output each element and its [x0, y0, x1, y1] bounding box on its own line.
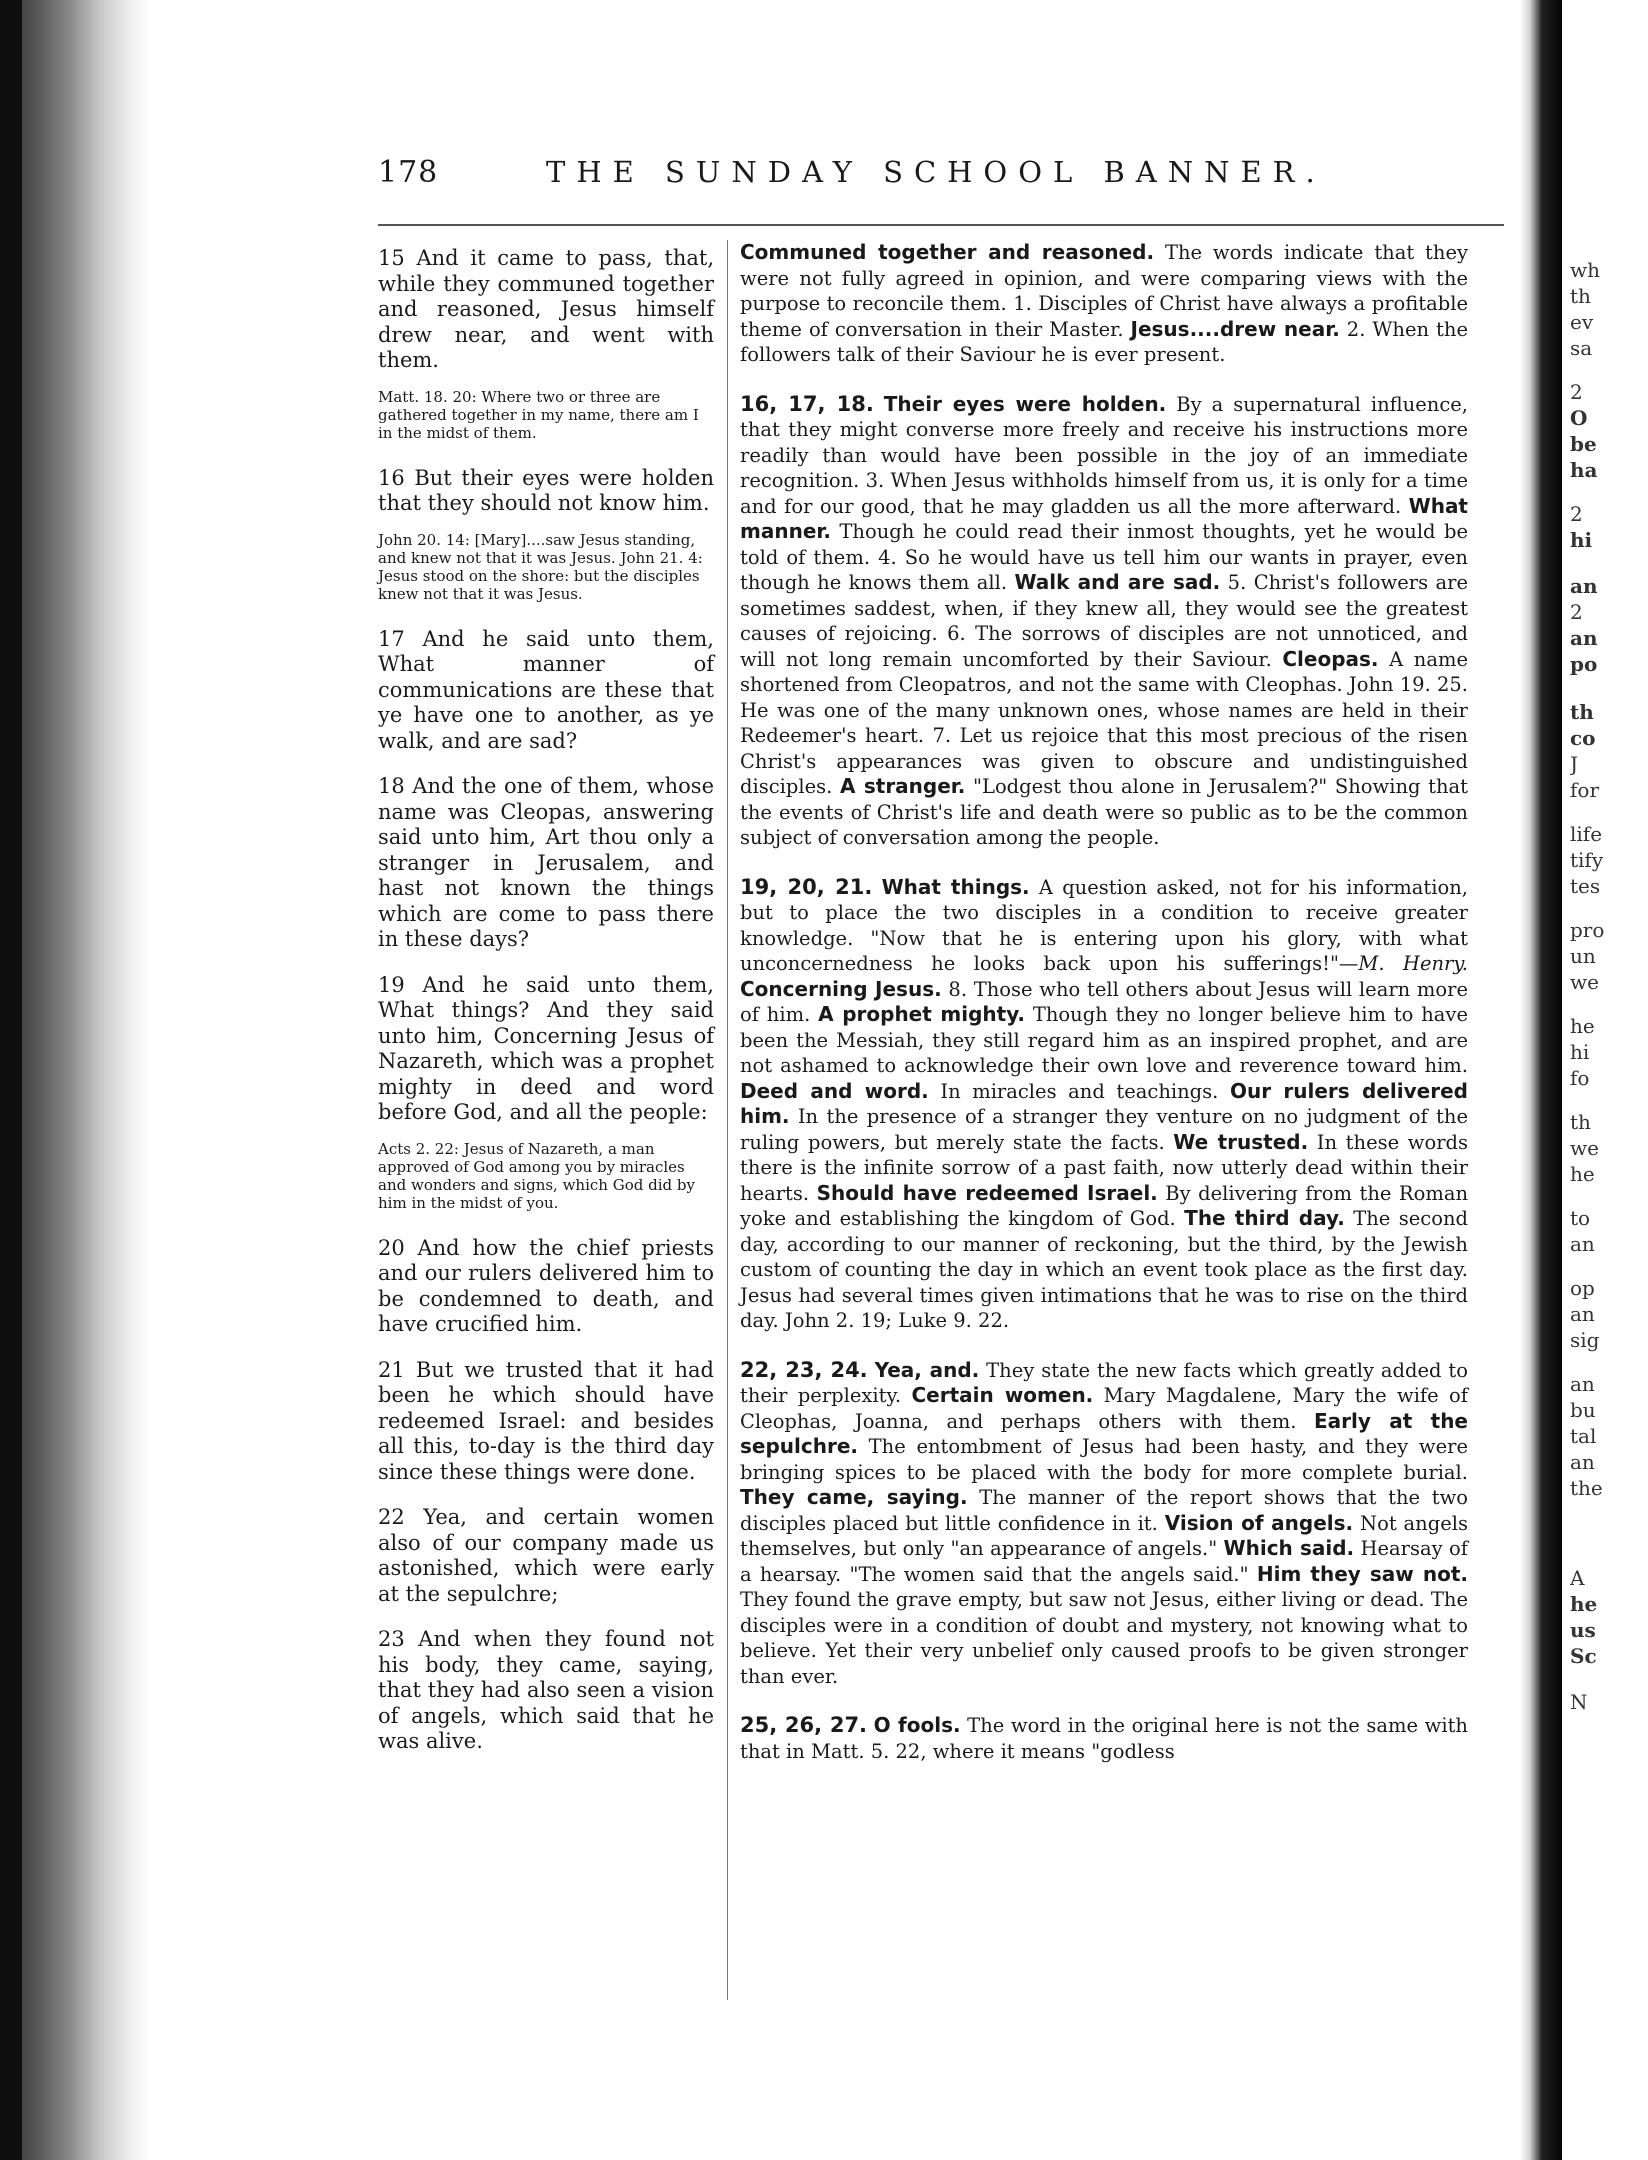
- verse-22: 22 Yea, and certain women also of our company made us astonished, which were early at the sepulchre;: [378, 1505, 714, 1606]
- next-page-fragment: sig: [1570, 1328, 1600, 1352]
- next-page-fragment: fo: [1570, 1066, 1590, 1090]
- next-page-fragment: 2: [1570, 600, 1583, 624]
- next-page-fragment: sa: [1570, 336, 1593, 360]
- next-page-fragment: hi: [1570, 528, 1593, 552]
- next-page-fragment: N: [1570, 1690, 1588, 1714]
- next-page-fragment: 2: [1570, 502, 1583, 526]
- next-page-fragment: an: [1570, 1302, 1595, 1326]
- note-text: A question asked, not for his information, but to place the two disciples in a condition to receive greater knowledge. "Now that he is entering upon his glory, with what unconcernedness he looks back upon his sufferings!"—: [740, 875, 1468, 975]
- next-page-fragment: an: [1570, 1232, 1595, 1256]
- next-page-fragment: hi: [1570, 1040, 1590, 1064]
- note-text: The entombment of Jesus had been hasty, and they were bringing spices to be placed with the body for more complete burial.: [740, 1435, 1468, 1484]
- keyword: A stranger.: [839, 774, 966, 798]
- column-divider: [727, 240, 728, 2000]
- note-16-18: [740, 392, 1468, 851]
- next-page-fragment: wh: [1570, 258, 1600, 282]
- keyword: A prophet mighty.: [818, 1002, 1026, 1026]
- verse-18: 18 And the one of them, whose name was Cleopas, answering said unto him, Art thou only a stranger in Jerusalem, and hast not known the things which are come to pass there in these days?: [378, 774, 714, 951]
- keyword: Vision of angels.: [1164, 1510, 1354, 1535]
- note-text: Mary Magdalene, Mary the wife of Cleophas, Joanna, and perhaps others with them.: [740, 1384, 1468, 1433]
- page-header: [378, 155, 1498, 195]
- verse-20: 20 And how the chief priests and our rulers delivered him to be condemned to death, and have crucified him.: [378, 1235, 714, 1336]
- keyword: Deed and word.: [740, 1078, 929, 1103]
- next-page-fragment: th: [1570, 700, 1594, 724]
- cross-reference: John 20. 14: [Mary]....saw Jesus standing, and knew not that it was Jesus. John 21. 4: Jesus stood on the shore: but the disciples knew not that it was Jesus.: [378, 530, 703, 603]
- note-text: Though he could read their inmost thoughts, yet he would be told of them. 4. So he would have us tell him our wants in prayer, even though he knows them all.: [740, 520, 1468, 594]
- cross-reference: Matt. 18. 20: Where two or three are gathered together in my name, there am I in the midst of them.: [378, 387, 699, 442]
- keyword: Cleopas.: [1282, 646, 1379, 671]
- verse-reference: 22, 23, 24.: [740, 1357, 868, 1382]
- book-spine-edge: [0, 0, 22, 2160]
- keyword: Their eyes were holden.: [883, 391, 1167, 416]
- verse-21: 21 But we trusted that it had been he which should have redeemed Israel: and besides all this, to-day is the third day since these things were done.: [378, 1357, 714, 1484]
- next-page-fragment: th: [1570, 284, 1591, 308]
- note-text: The manner of the report shows that the two disciples placed but little confidence in it.: [740, 1486, 1469, 1535]
- next-page-fragment: O: [1570, 406, 1588, 430]
- keyword: We trusted.: [1173, 1129, 1309, 1154]
- next-page-fragment: 2: [1570, 380, 1583, 404]
- book-spine-shadow: [0, 0, 150, 2160]
- next-page-fragment: an: [1570, 574, 1598, 598]
- next-page-fragment: po: [1570, 652, 1598, 676]
- note-19-21: [740, 875, 1468, 1334]
- note-text: Not angels themselves, but only "an appearance of angels.": [740, 1511, 1468, 1560]
- note-text: The word in the original here is not the same with that in Matt. 5. 22, where it means "godless: [740, 1714, 1468, 1763]
- next-page-fragment: an: [1570, 626, 1598, 650]
- next-page-fragment: ha: [1570, 458, 1598, 482]
- note-text: A name shortened from Cleopatros, and not the same with Cleophas. John 19. 25. He was one of the many unknown ones, whose names are held in their Redeemer's heart. 7. Let us rejoice that this most precious of the risen Christ's appearances was given to obscure and undistinguished disciples.: [740, 647, 1468, 798]
- next-page-fragment: an: [1570, 1450, 1595, 1474]
- next-page-fragment: we: [1570, 970, 1599, 994]
- next-page-fragment: life: [1570, 822, 1603, 846]
- keyword: What things.: [881, 874, 1030, 899]
- keyword: The third day.: [1184, 1206, 1345, 1230]
- note-text: 2. When the followers talk of their Saviour he is ever present.: [740, 317, 1468, 366]
- note-22-24: [740, 1358, 1468, 1690]
- keyword: Should have redeemed Israel.: [816, 1180, 1158, 1205]
- keyword: They came, saying.: [740, 1485, 968, 1509]
- note-15: [740, 240, 1468, 368]
- next-page-fragment: bu: [1570, 1398, 1596, 1422]
- next-page-fragment: pro: [1570, 918, 1605, 942]
- keyword: Concerning Jesus.: [740, 976, 942, 1001]
- keyword: Communed together and reasoned.: [740, 240, 1155, 264]
- verse-23: 23 And when they found not his body, they came, saying, that they had also seen a vision of angels, which said that he was alive.: [378, 1627, 714, 1753]
- next-page-fragment: to: [1570, 1206, 1591, 1230]
- note-text: The second day, according to our manner of reckoning, but the third, by the Jewish custom of counting the day in which an event took place as the first day. Jesus had several times given intimations that he was to rise on the third day. John 2. 19; Luke 9. 22.: [740, 1207, 1468, 1332]
- keyword: Certain women.: [911, 1383, 1094, 1407]
- book-gutter-shadow: [1520, 0, 1562, 2160]
- verse-17: 17 And he said unto them, What manner of communications are these that ye have one to another, as ye walk, and are sad?: [378, 626, 714, 753]
- note-text: In the presence of a stranger they venture on no judgment of the ruling powers, but merely state the facts.: [740, 1105, 1468, 1154]
- note-text: By a supernatural influence, that they might converse more freely and receive his instructions more readily than would have been possible in the joy of an immediate recognition. 3. When Jesus withholds himself from us, it is only for a time and for our good, that he may gladden us all the more afterward.: [740, 392, 1468, 518]
- author-citation: M. Henry.: [1358, 952, 1468, 975]
- note-text: In miracles and teachings.: [928, 1079, 1230, 1103]
- next-page-fragment: op: [1570, 1276, 1595, 1300]
- next-page-fragment: an: [1570, 1372, 1595, 1396]
- next-page-fragment: us: [1570, 1618, 1596, 1642]
- next-page-fragment: Sc: [1570, 1644, 1597, 1668]
- next-page-fragment: we: [1570, 1136, 1599, 1160]
- verse-reference: 16, 17, 18.: [740, 391, 874, 416]
- next-page-fragment: tal: [1570, 1424, 1597, 1448]
- note-text: "Lodgest thou alone in Jerusalem?" Showing that the events of Christ's life and death were so public as to be the common subject of conversation among the people.: [740, 775, 1468, 849]
- note-text: The words indicate that they were not fully agreed in opinion, and were comparing views with the purpose to reconcile them. 1. Disciples of Christ have always a profitable theme of conversation in their Master.: [740, 241, 1469, 341]
- next-page-fragment: he: [1570, 1592, 1598, 1616]
- next-page-edge: [1562, 0, 1648, 2160]
- running-title: THE SUNDAY SCHOOL BANNER.: [546, 155, 1326, 189]
- note-text: By delivering from the Roman yoke and establishing the kingdom of God.: [740, 1181, 1468, 1230]
- next-page-fragment: for: [1570, 778, 1600, 802]
- next-page-fragment: th: [1570, 1110, 1591, 1134]
- cross-reference: Acts 2. 22: Jesus of Nazareth, a man approved of God among you by miracles and wonders and signs, which God did by him in the midst of you.: [378, 1139, 695, 1212]
- keyword: Yea, and.: [874, 1357, 980, 1382]
- next-page-fragment: co: [1570, 726, 1596, 750]
- next-page-fragment: he: [1570, 1162, 1595, 1186]
- next-page-fragment: he: [1570, 1014, 1595, 1038]
- note-text: Hearsay of a hearsay. "The women said that the angels said.": [740, 1537, 1468, 1586]
- next-page-fragment: ev: [1570, 310, 1594, 334]
- note-text: In these words there is the infinite sorrow of a past faith, now utterly dead within their hearts.: [740, 1130, 1469, 1205]
- next-page-fragment: A: [1570, 1566, 1585, 1590]
- next-page-fragment: tes: [1570, 874, 1601, 898]
- page-number: 178: [378, 155, 439, 190]
- keyword: Walk and are sad.: [1014, 570, 1221, 594]
- keyword: What manner.: [740, 493, 1468, 543]
- commentary-column: [740, 240, 1468, 1788]
- keyword: Early at the sepulchre.: [740, 1408, 1469, 1458]
- keyword: Jesus....drew near.: [1130, 316, 1340, 341]
- next-page-fragment: un: [1570, 944, 1596, 968]
- keyword: Him they saw not.: [1256, 1561, 1468, 1586]
- next-page-fragment: the: [1570, 1476, 1603, 1500]
- verse-19: 19 And he said unto them, What things? And they said unto him, Concerning Jesus of Nazareth, which was a prophet mighty in deed and word before God, and all the people:: [378, 972, 714, 1124]
- note-text: Though they no longer believe him to have been the Messiah, they still regard him as an inspired prophet, and are not ashamed to acknowledge their own love and reverence toward him.: [740, 1003, 1468, 1077]
- verse-reference: 19, 20, 21.: [740, 874, 873, 899]
- keyword: Which said.: [1223, 1536, 1355, 1560]
- note-text: 8. Those who tell others about Jesus will learn more of him.: [740, 977, 1468, 1026]
- note-text: 5. Christ's followers are sometimes saddest, when, if they knew all, they would see the greatest causes of rejoicing. 6. The sorrows of disciples are not unnoticed, and will not long remain uncomforted by their Saviour.: [740, 571, 1468, 671]
- note-25-27: [740, 1713, 1468, 1764]
- next-page-fragment: tify: [1570, 848, 1604, 872]
- scripture-column: [378, 246, 714, 1775]
- verse-15: 15 And it came to pass, that, while they communed together and reasoned, Jesus himself drew near, and went with them.: [378, 246, 714, 372]
- note-text: They state the new facts which greatly added to their perplexity.: [740, 1358, 1468, 1407]
- header-rule: [378, 224, 1504, 226]
- next-page-fragment: be: [1570, 432, 1597, 456]
- verse-16: 16 But their eyes were holden that they should not know him.: [378, 465, 714, 515]
- next-page-fragment: J: [1570, 752, 1579, 776]
- keyword: O fools.: [873, 1713, 961, 1737]
- keyword: Our rulers delivered him.: [740, 1078, 1468, 1128]
- verse-reference: 25, 26, 27.: [740, 1713, 868, 1737]
- note-text: They found the grave empty, but saw not Jesus, either living or dead. The disciples were in a condition of doubt and mystery, not knowing what to believe. Yet their very unbelief only caused proofs to be given stronger than ever.: [740, 1588, 1468, 1688]
